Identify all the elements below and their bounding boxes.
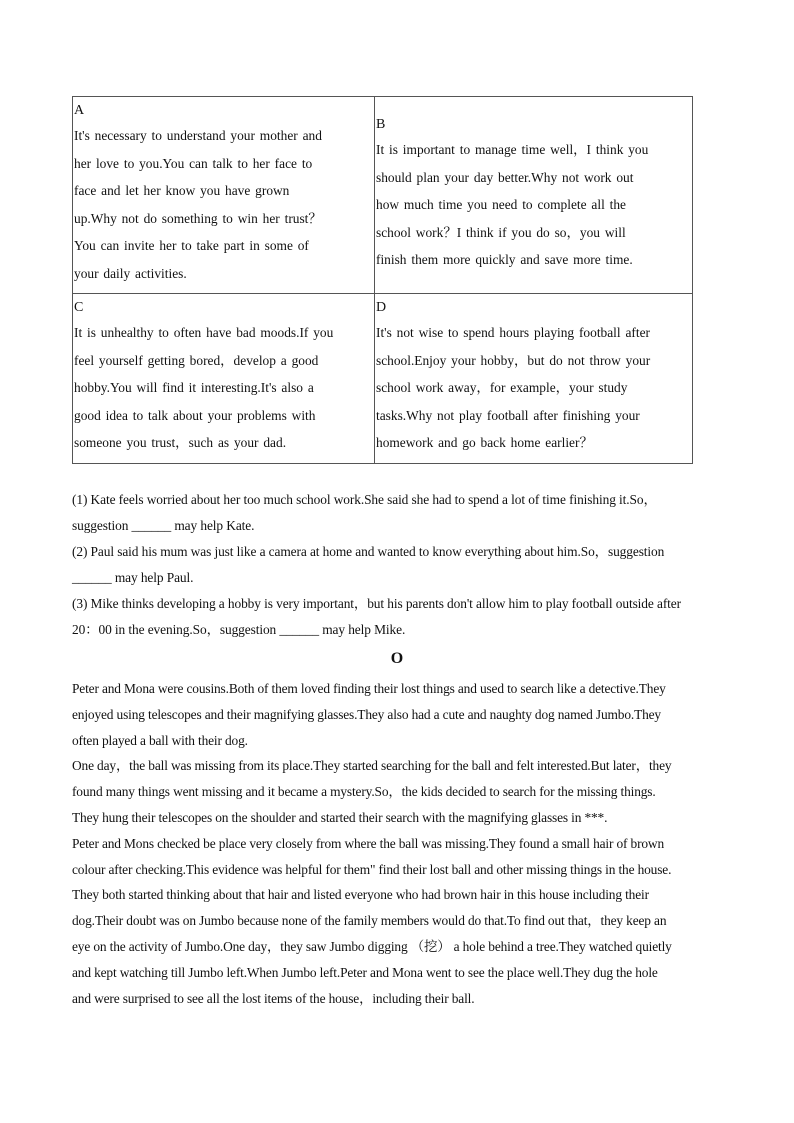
option-d-line: school work away，for example，your study: [376, 380, 628, 395]
option-a-cell: [73, 97, 375, 294]
passage-line: colour after checking.This evidence was helpful for them" find their lost ball and other missing things in the house.: [72, 861, 672, 877]
option-c-line: hobby.You will find it interesting.It's also a: [74, 380, 314, 395]
option-c-cell: [73, 294, 375, 464]
suggestions-row-1: [73, 97, 693, 294]
option-a-line: your daily activities.: [74, 265, 187, 281]
option-b-line: should plan your day better.Why not work out: [376, 169, 634, 185]
option-d-line: It's not wise to spend hours playing football after: [376, 325, 650, 340]
option-b-line: school work？I think if you do so，you will: [376, 224, 626, 240]
passage-line: found many things went missing and it became a mystery.So，the kids decided to search for the missing things.: [72, 784, 656, 800]
passage-line: One day，the ball was missing from its place.They started searching for the ball and felt interested.But later，they: [72, 758, 672, 774]
option-c-line: someone you trust，such as your dad.: [74, 435, 287, 450]
passage-line: and were surprised to see all the lost items of the house，including their ball.: [72, 990, 475, 1006]
option-b-letter: B: [376, 117, 386, 132]
reading-passage: [72, 676, 732, 1011]
option-d-line: tasks.Why not play football after finishing your: [376, 407, 640, 423]
question-line: suggestion ______ may help Kate.: [72, 518, 255, 533]
question-line: ______ may help Paul.: [72, 570, 194, 585]
option-d-cell: [375, 294, 693, 464]
passage-line: and kept watching till Jumbo left.When Jumbo left.Peter and Mona went to see the place well.They dug the hole: [72, 964, 658, 980]
suggestions-table: [72, 96, 693, 464]
option-a-letter: A: [74, 103, 85, 118]
option-b-line: It is important to manage time well，I think you: [376, 142, 649, 157]
option-c-letter: C: [74, 300, 84, 315]
passage-line: enjoyed using telescopes and their magnifying glasses.They also had a cute and naughty dog named Jumbo.They: [72, 706, 661, 722]
option-a-line: face and let her know you have grown: [74, 183, 290, 198]
option-b-line: finish them more quickly and save more time.: [376, 252, 633, 267]
option-d-letter: D: [376, 300, 387, 315]
questions-block: [72, 487, 732, 643]
passage-line: dog.Their doubt was on Jumbo because none of the family members would do that.To find out that，they keep an: [72, 913, 667, 929]
question-line: (3) Mike thinks developing a hobby is very important，but his parents don't allow him to play football outside after: [72, 596, 682, 611]
passage-line: often played a ball with their dog.: [72, 732, 248, 748]
passage-line: They both started thinking about that hair and listed everyone who had brown hair in this house including their: [72, 887, 649, 903]
passage-line: Peter and Mona were cousins.Both of them loved finding their lost things and used to search like a detective.They: [72, 681, 666, 696]
passage-line: They hung their telescopes on the shoulder and started their search with the magnifying glasses in ***.: [72, 809, 608, 825]
question-line: 20：00 in the evening.So，suggestion ______ may help Mike.: [72, 622, 406, 637]
option-c-line: feel yourself getting bored，develop a good: [74, 352, 319, 368]
option-a-line: her love to you.You can talk to her face to: [74, 155, 313, 171]
question-line: (2) Paul said his mum was just like a camera at home and wanted to know everything about him.So，suggestion: [72, 544, 665, 559]
suggestions-row-2: [73, 294, 693, 464]
option-a-line: It's necessary to understand your mother and: [74, 128, 322, 143]
option-b-line: how much time you need to complete all the: [376, 197, 626, 212]
option-d-line: school.Enjoy your hobby，but do not throw your: [376, 352, 651, 368]
passage-line: eye on the activity of Jumbo.One day，they saw Jumbo digging （挖） a hole behind a tree.They watched quietly: [72, 938, 672, 954]
option-c-line: good idea to talk about your problems with: [74, 407, 316, 423]
passage-line: Peter and Mons checked be place very closely from where the ball was missing.They found a small hair of brown: [72, 835, 664, 851]
option-a-line: up.Why not do something to win her trust？: [74, 210, 322, 226]
option-b-cell: [375, 97, 693, 294]
option-c-line: It is unhealthy to often have bad moods.If you: [74, 325, 334, 340]
option-a-line: You can invite her to take part in some of: [74, 238, 309, 253]
section-heading: O: [390, 650, 404, 667]
option-d-line: homework and go back home earlier？: [376, 435, 593, 450]
question-line: (1) Kate feels worried about her too much school work.She said she had to spend a lot of time finishing it.So，: [72, 492, 657, 507]
